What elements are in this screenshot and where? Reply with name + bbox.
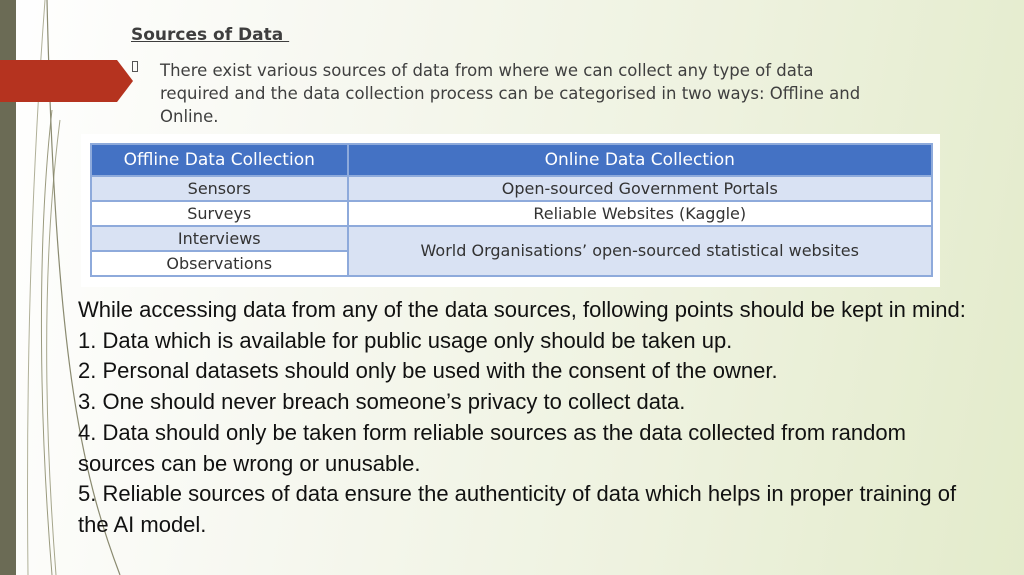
online-cell: World Organisations’ open-sourced statistical websites	[348, 226, 933, 276]
guideline-point: 1. Data which is available for public usage only should be taken up.	[78, 327, 733, 353]
offline-cell: Interviews	[91, 226, 348, 251]
guideline-point: 5. Reliable sources of data ensure the authenticity of data which helps in proper training of the AI model.	[78, 481, 957, 537]
slide-heading: Sources of Data	[131, 25, 290, 45]
offline-cell: Observations	[91, 251, 348, 276]
online-cell: Reliable Websites (Kaggle)	[348, 201, 933, 226]
accent-arrow-shape	[0, 60, 133, 102]
intro-paragraph: There exist various sources of data from where we can collect any type of data required and the data collection process can be categorised in two ways: Offline and Online.	[160, 61, 861, 126]
table-row	[91, 201, 932, 226]
data-sources-table	[90, 143, 933, 277]
online-cell: Open-sourced Government Portals	[348, 176, 933, 201]
table-row	[91, 226, 932, 251]
sources-table-frame	[81, 134, 940, 287]
guidelines-text	[78, 295, 978, 541]
table-header-row	[91, 144, 932, 176]
guideline-point: 3. One should never breach someone’s privacy to collect data.	[78, 389, 686, 415]
guidelines-lead: While accessing data from any of the data sources, following points should be kept in mind:	[78, 297, 966, 322]
table-row	[91, 176, 932, 201]
offline-cell: Surveys	[91, 201, 348, 226]
offline-cell: Sensors	[91, 176, 348, 201]
guideline-point: 2. Personal datasets should only be used with the consent of the owner.	[78, 358, 778, 384]
bullet-icon	[132, 61, 138, 72]
header-offline: Offline Data Collection	[91, 144, 348, 176]
header-online: Online Data Collection	[348, 144, 933, 176]
guideline-point: 4. Data should only be taken form reliable sources as the data collected from random sources can be wrong or unusable.	[78, 419, 906, 476]
